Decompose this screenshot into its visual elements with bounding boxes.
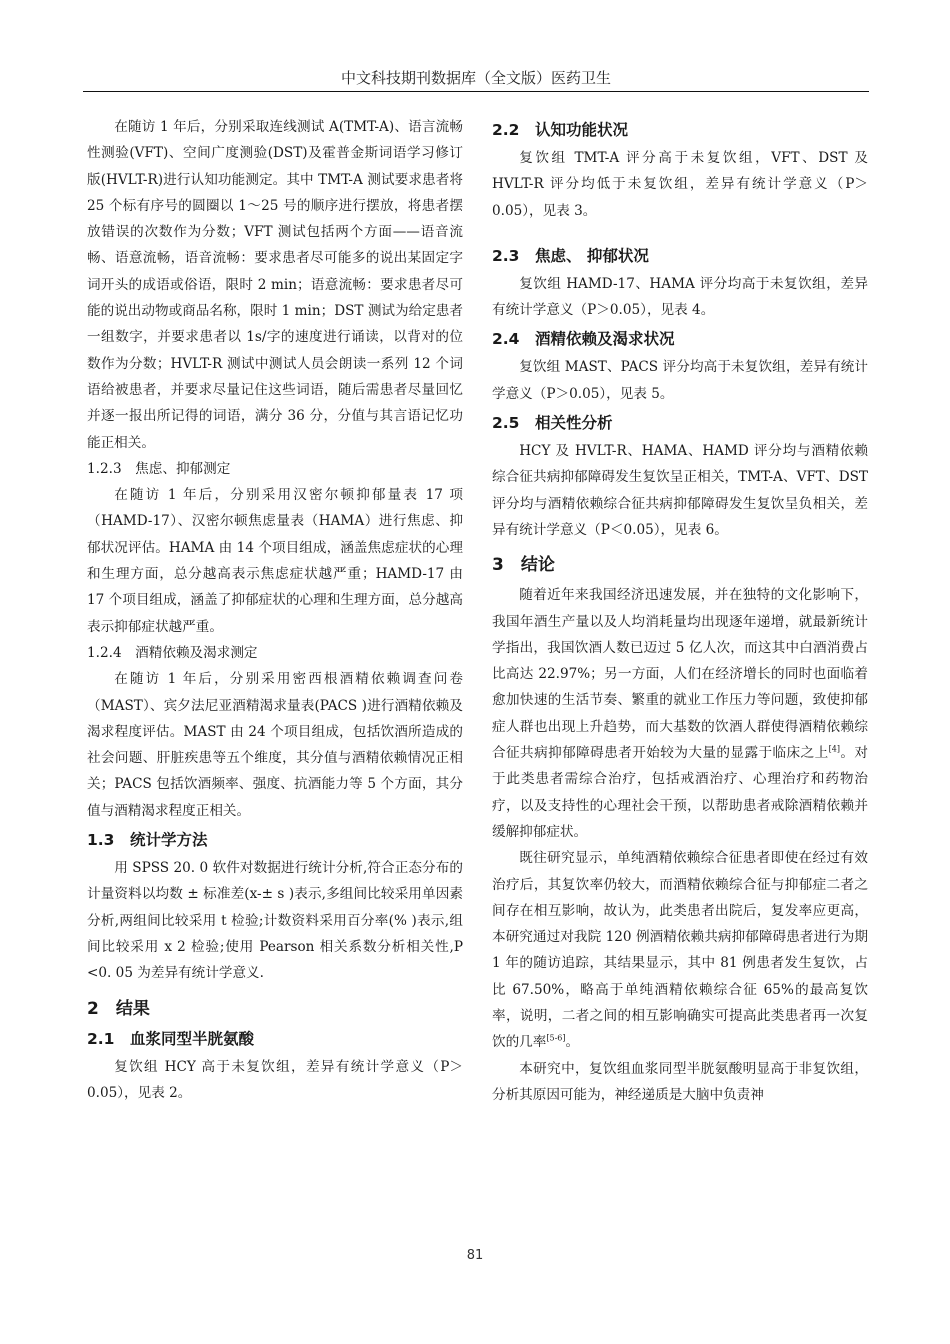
paragraph-conclusion-2 [492, 845, 868, 1055]
heading-2-2: 2.2 认知功能状况 [492, 121, 628, 139]
paragraph-conclusion-3: 本研究中，复饮组血浆同型半胱氨酸明显高于非复饮组，分析其原因可能为，神经递质是大脑中负责神 [492, 1060, 868, 1103]
paragraph-2-3: 复饮组 HAMD-17、HAMA 评分均高于未复饮组，差异有统计学意义（P＞0.05），见表 4。 [492, 275, 868, 319]
paragraph-2-4: 复饮组 MAST、PACS 评分均高于未复饮组，差异有统计学意义（P＞0.05），见表 5。 [492, 359, 868, 402]
heading-3-conclusion: 3 结论 [492, 555, 555, 576]
paragraph-conclusion-1-text: 随着近年来我国经济迅速发展，并在独特的文化影响下，我国年酒生产量以及人均消耗量均出现逐年递增，就最新统计学指出，我国饮酒人数已迈过 5 亿人次，而这其中白酒消费占比高达 22.97%；另一方面，人们在经济增长的同时也面临着愈加快速的生活节奏、繁重的就业工作压力等问题，致使抑郁症人群也出现上升趋势，而大基数的饮酒人群使得酒精依赖综合征共病抑郁障碍患者开始较为大量的显露于临床之上 [492, 587, 868, 762]
paragraph-2-1: 复饮组 HCY 高于未复饮组，差异有统计学意义（P＞0.05），见表 2。 [87, 1058, 463, 1101]
paragraph-conclusion-2-text: 既往研究显示，单纯酒精依赖综合征患者即使在经过有效治疗后，其复饮率仍较大，而酒精依赖综合征与抑郁症二者之间存在相互影响，故认为，此类患者出院后，复发率应更高，本研究通过对我院 120 例酒精依赖共病抑郁障碍患者进行为期 1 年的随访追踪，其结果显示，其中 81 例患者发生复饮，占比 67.50%，略高于单纯酒精依赖综合征 65%的最高复饮率，说明，二者之间的相互影响确实可提高此类患者再一次复饮的几率 [492, 850, 868, 1051]
paragraph-2-2: 复饮组 TMT-A 评分高于未复饮组，VFT、DST 及 HVLT-R 评分均低于未复饮组，差异有统计学意义（P＞0.05），见表 3。 [492, 150, 868, 219]
heading-2-5: 2.5 相关性分析 [492, 414, 613, 433]
subsection-1-2-3: 1.2.3 焦虑、抑郁测定 [87, 460, 231, 477]
paragraph-alcohol-tests: 在随访 1 年后，分别采用密西根酒精依赖调查问卷（MAST）、宾夕法尼亚酒精渴求量表(PACS )进行酒精依赖及渴求程度评估。MAST 由 24 个项目组成，包括饮酒所造成的社会问题、肝脏疾患等五个维度，其分值与酒精依赖情况正相关；PACS 包括饮酒频率、强度、抗酒能力等 5 个方面，其分值与酒精渴求程度正相关。 [87, 671, 463, 819]
page-number: 81 [466, 1248, 484, 1263]
left-column [87, 114, 463, 1106]
citation-5-6: [5-6] [546, 1033, 566, 1043]
paragraph-conclusion-1-tail: 。对于此类患者需综合治疗，包括戒酒治疗、心理治疗和药物治疗，以及支持性的心理社会干预，以帮助患者戒除酒精依赖并缓解抑郁症状。 [492, 745, 869, 840]
citation-4: [4] [828, 744, 840, 754]
heading-1-3: 1.3 统计学方法 [87, 831, 208, 850]
paragraph-anxiety-depression-tests: 在随访 1 年后，分别采用汉密尔顿抑郁量表 17 项（HAMD-17）、汉密尔顿焦虑量表（HAMA）进行焦虑、抑郁状况评估。HAMA 由 14 个项目组成，涵盖焦虑症状的心理和生理方面，总分越高表示焦虑症状越严重；HAMD-17 由 17 个项目组成，涵盖了抑郁症状的心理和生理方面，总分越高表示抑郁症状越严重。 [87, 487, 463, 635]
heading-2-results: 2 结果 [87, 998, 150, 1019]
paragraph-conclusion-1 [492, 582, 868, 845]
paragraph-conclusion-2-tail: 。 [565, 1034, 580, 1051]
header-rule [83, 91, 869, 92]
paragraph-statistics: 用 SPSS 20. 0 软件对数据进行统计分析,符合正态分布的计量资料以均数 ± 标准差(x-± s )表示,多组间比较采用单因素分析,两组间比较采用 t 检验;计数资料采用百分率(% )表示,组间比较采用 x 2 检验;使用 Pearson 相关系数分析相关性,P <0. 05 为差异有统计学意义. [87, 860, 463, 982]
paragraph-cognitive-tests: 在随访 1 年后，分别采取连线测试 A(TMT-A)、语言流畅性测验(VFT)、空间广度测验(DST)及霍普金斯词语学习修订版(HVLT-R)进行认知功能测定。其中 TMT-A 测试要求患者将 25 个标有序号的圆圈以 1～25 号的顺序进行摆放，将患者摆放错误的次数作为分数；VFT 测试包括两个方面——语音流畅、语意流畅，语音流畅：要求患者尽可能多的说出某固定字词开头的成语或俗语，限时 2 min；语意流畅：要求患者尽可能的说出动物或商品名称，限时 1 min；DST 测试为给定患者一组数字，并要求患者以 1s/字的速度进行诵读，以背对的位数作为分数；HVLT-R 测试中测试人员会朗读一系列 12 个词语给被患者，并要求尽量记住这些词语，随后需患者尽量回忆并逐一报出所记得的词语，满分 36 分，分值与其言语记忆功能正相关。 [87, 119, 463, 451]
journal-header: 中文科技期刊数据库（全文版）医药卫生 [340, 69, 611, 87]
right-column [492, 114, 868, 1108]
heading-2-1: 2.1 血浆同型半胱氨酸 [87, 1029, 254, 1048]
subsection-1-2-4: 1.2.4 酒精依赖及渴求测定 [87, 644, 258, 661]
heading-2-3: 2.3 焦虑、 抑郁状况 [492, 246, 649, 265]
heading-2-4: 2.4 酒精依赖及渴求状况 [492, 330, 675, 349]
paragraph-2-5: HCY 及 HVLT-R、HAMA、HAMD 评分均与酒精依赖综合征共病抑郁障碍发生复饮呈正相关，TMT-A、VFT、DST 评分均与酒精依赖综合征共病抑郁障碍发生复饮呈负相关，差异有统计学意义（P＜0.05），见表 6。 [492, 443, 868, 538]
